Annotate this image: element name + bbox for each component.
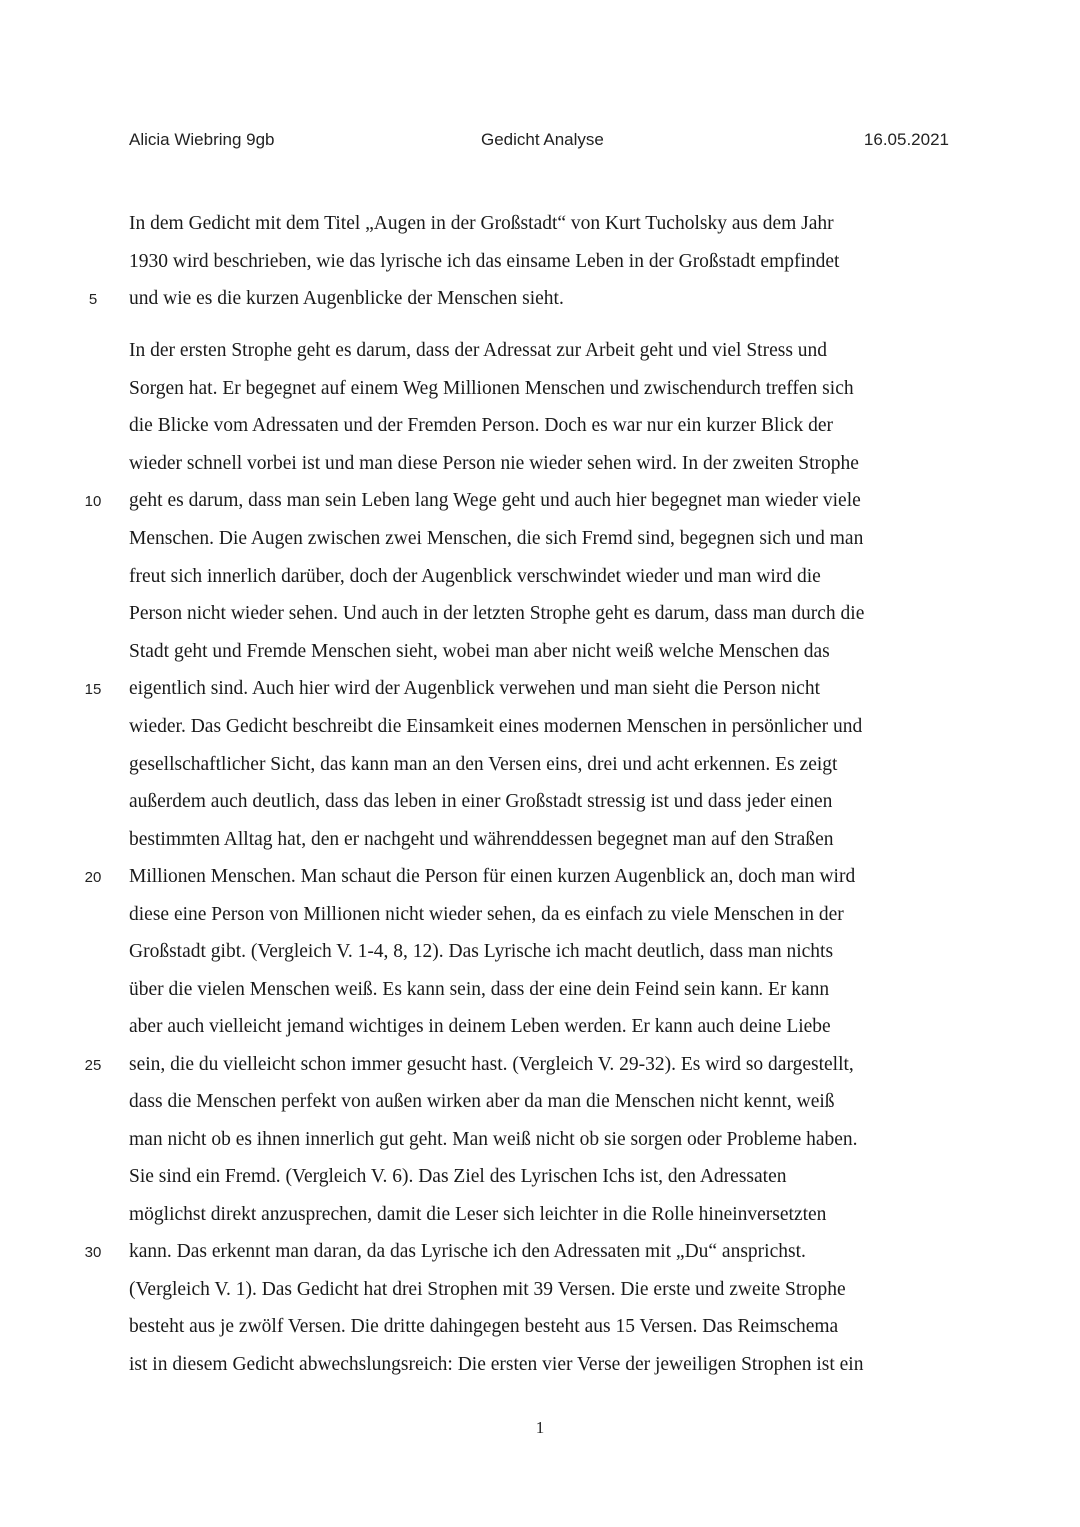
line-number-20: 20: [84, 869, 102, 886]
text-line: Stadt geht und Fremde Menschen sieht, wobei man aber nicht weiß welche Menschen das: [129, 641, 830, 662]
page-header: [129, 130, 949, 154]
text-line: außerdem auch deutlich, dass das leben in einer Großstadt stressig ist und dass jeder einen: [129, 791, 833, 812]
text-line: 1930 wird beschrieben, wie das lyrische ich das einsame Leben in der Großstadt empfindet: [129, 251, 840, 272]
text-line: (Vergleich V. 1). Das Gedicht hat drei Strophen mit 39 Versen. Die erste und zweite Strophe: [129, 1279, 846, 1300]
line-number-30: 30: [84, 1244, 102, 1261]
text-line: eigentlich sind. Auch hier wird der Augenblick verwehen und man sieht die Person nicht: [129, 678, 821, 699]
text-line: In der ersten Strophe geht es darum, dass der Adressat zur Arbeit geht und viel Stress und: [129, 340, 828, 361]
text-line: ist in diesem Gedicht abwechslungsreich: Die ersten vier Verse der jeweiligen Strophen ist ein: [129, 1354, 864, 1375]
text-line: die Blicke vom Adressaten und der Fremden Person. Doch es war nur ein kurzer Blick der: [129, 415, 833, 436]
text-line: Sie sind ein Fremd. (Vergleich V. 6). Das Ziel des Lyrischen Ichs ist, den Adressaten: [129, 1166, 787, 1187]
text-line: gesellschaftlicher Sicht, das kann man an den Versen eins, drei und acht erkennen. Es zeigt: [129, 754, 838, 775]
text-line: aber auch vielleicht jemand wichtiges in deinem Leben werden. Er kann auch deine Liebe: [129, 1016, 831, 1037]
page-number: 1: [535, 1418, 545, 1437]
line-number-15: 15: [84, 681, 102, 698]
text-line: möglichst direkt anzusprechen, damit die Leser sich leichter in die Rolle hineinversetzten: [129, 1204, 827, 1225]
line-number-25: 25: [84, 1057, 102, 1074]
header-date: 16.05.2021: [863, 130, 949, 149]
text-line: man nicht ob es ihnen innerlich gut geht. Man weiß nicht ob sie sorgen oder Probleme haben.: [129, 1129, 858, 1150]
text-line: Person nicht wieder sehen. Und auch in der letzten Strophe geht es darum, dass man durch die: [129, 603, 865, 624]
text-line: freut sich innerlich darüber, doch der Augenblick verschwindet wieder und man wird die: [129, 566, 821, 587]
text-line: dass die Menschen perfekt von außen wirken aber da man die Menschen nicht kennt, weiß: [129, 1091, 835, 1112]
header-title: Gedicht Analyse: [481, 130, 604, 149]
text-line: bestimmten Alltag hat, den er nachgeht und währenddessen begegnet man auf den Straßen: [129, 829, 834, 850]
text-line: geht es darum, dass man sein Leben lang Wege geht und auch hier begegnet man wieder viele: [129, 490, 861, 511]
text-line: Großstadt gibt. (Vergleich V. 1-4, 8, 12). Das Lyrische ich macht deutlich, dass man nichts: [129, 941, 834, 962]
text-line: Sorgen hat. Er begegnet auf einem Weg Millionen Menschen und zwischendurch treffen sich: [129, 378, 854, 399]
text-line: wieder. Das Gedicht beschreibt die Einsamkeit eines modernen Menschen in persönlicher und: [129, 716, 863, 737]
text-line: In dem Gedicht mit dem Titel „Augen in der Großstadt“ von Kurt Tucholsky aus dem Jahr: [129, 213, 834, 234]
line-number-5: 5: [88, 291, 98, 308]
text-line: wieder schnell vorbei ist und man diese Person nie wieder sehen wird. In der zweiten Strophe: [129, 453, 859, 474]
text-line: Menschen. Die Augen zwischen zwei Menschen, die sich Fremd sind, begegnen sich und man: [129, 528, 864, 549]
text-line: diese eine Person von Millionen nicht wieder sehen, da es einfach zu viele Menschen in der: [129, 904, 844, 925]
text-line: besteht aus je zwölf Versen. Die dritte dahingegen besteht aus 15 Versen. Das Reimschema: [129, 1316, 839, 1337]
text-line: kann. Das erkennt man daran, da das Lyrische ich den Adressaten mit „Du“ ansprichst.: [129, 1241, 806, 1262]
line-number-10: 10: [84, 493, 102, 510]
text-line: und wie es die kurzen Augenblicke der Menschen sieht.: [129, 288, 564, 309]
text-line: sein, die du vielleicht schon immer gesucht hast. (Vergleich V. 29-32). Es wird so dargestellt,: [129, 1054, 854, 1075]
header-author: Alicia Wiebring 9gb: [129, 130, 275, 149]
text-line: Millionen Menschen. Man schaut die Person für einen kurzen Augenblick an, doch man wird: [129, 866, 856, 887]
text-line: über die vielen Menschen weiß. Es kann sein, dass der eine dein Feind sein kann. Er kann: [129, 979, 830, 1000]
